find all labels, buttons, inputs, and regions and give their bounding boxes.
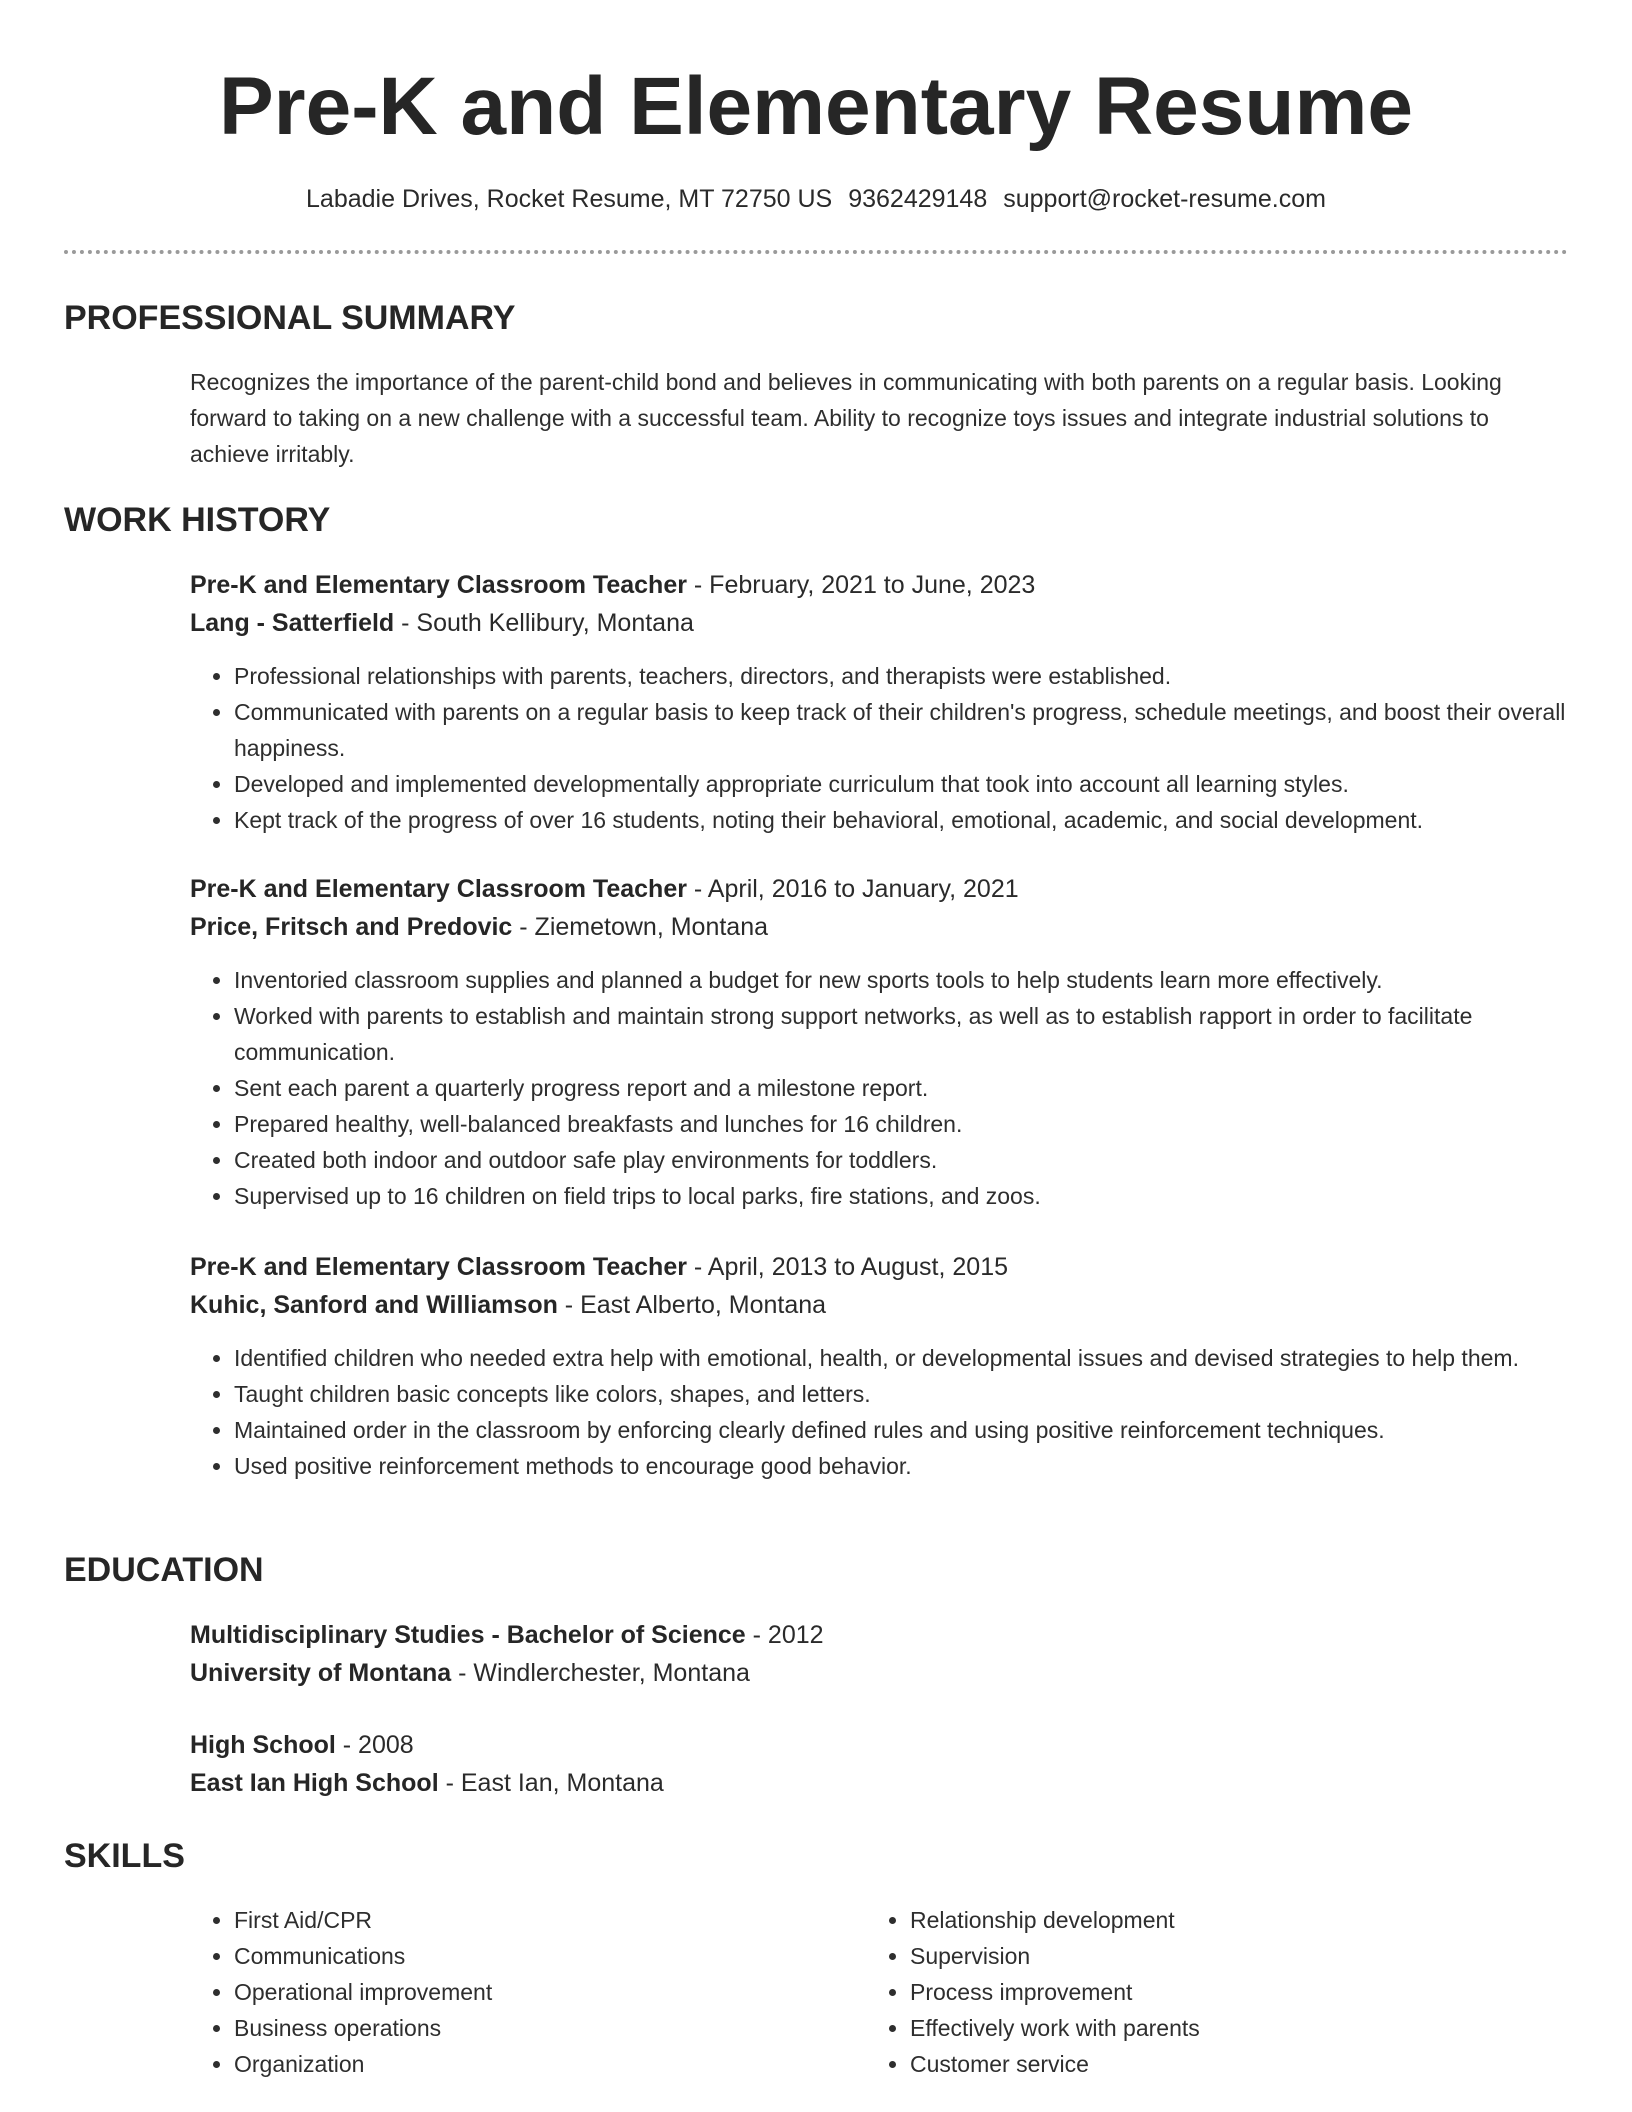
education-degree: High School	[190, 1731, 336, 1759]
job-entry	[190, 870, 1570, 1214]
education-year: - 2012	[745, 1621, 824, 1649]
list-item: • Communicated with parents on a regular basis to keep track of their children's progress, schedule meetings, and boost their overall happiness.	[234, 694, 1570, 766]
skills-column-left	[190, 1902, 830, 2082]
job-location: - East Alberto, Montana	[557, 1291, 827, 1319]
job-role: Pre-K and Elementary Classroom Teacher	[190, 571, 687, 599]
list-item: • Prepared healthy, well-balanced breakfasts and lunches for 16 children.	[234, 1106, 1570, 1142]
section-title-education: EDUCATION	[64, 1551, 264, 1589]
job-company-line	[190, 1286, 1570, 1324]
education-degree-line	[190, 1616, 1570, 1654]
job-dates: - April, 2016 to January, 2021	[686, 875, 1019, 903]
education-year: - 2008	[335, 1731, 414, 1759]
job-role: Pre-K and Elementary Classroom Teacher	[190, 875, 687, 903]
job-role: Pre-K and Elementary Classroom Teacher	[190, 1253, 687, 1281]
list-item: • Professional relationships with parents, teachers, directors, and therapists were established.	[234, 658, 1570, 694]
education-school-line	[190, 1764, 1570, 1802]
job-location: - Ziemetown, Montana	[512, 913, 769, 941]
resume-title: Pre-K and Elementary Resume	[218, 61, 1413, 152]
list-item: • Inventoried classroom supplies and planned a budget for new sports tools to help students learn more effectively.	[234, 962, 1570, 998]
job-entry	[190, 1248, 1570, 1484]
job-company-line	[190, 908, 1570, 946]
list-item: • Customer service	[910, 2046, 1506, 2082]
header-divider	[64, 250, 1568, 254]
section-title-summary: PROFESSIONAL SUMMARY	[64, 299, 516, 337]
job-bullets	[190, 962, 1570, 1214]
section-title-skills: SKILLS	[64, 1837, 185, 1875]
list-item: • Business operations	[234, 2010, 830, 2046]
job-bullets	[190, 658, 1570, 838]
skills-list	[190, 1902, 830, 2082]
job-title-line	[190, 1248, 1570, 1286]
list-item: • Relationship development	[910, 1902, 1506, 1938]
list-item: • Worked with parents to establish and maintain strong support networks, as well as to establish rapport in order to facilitate communication.	[234, 998, 1570, 1070]
job-dates: - April, 2013 to August, 2015	[686, 1253, 1009, 1281]
education-location: - East Ian, Montana	[438, 1769, 664, 1797]
list-item: • Taught children basic concepts like colors, shapes, and letters.	[234, 1376, 1570, 1412]
section-title-work-history: WORK HISTORY	[64, 501, 331, 539]
job-title-line	[190, 566, 1570, 604]
list-item: • Supervision	[910, 1938, 1506, 1974]
list-item: • Organization	[234, 2046, 830, 2082]
list-item: • Maintained order in the classroom by enforcing clearly defined rules and using positive reinforcement techniques.	[234, 1412, 1570, 1448]
list-item: • Operational improvement	[234, 1974, 830, 2010]
list-item: • Process improvement	[910, 1974, 1506, 2010]
job-company-line	[190, 604, 1570, 642]
education-entry	[190, 1616, 1570, 1692]
list-item: • Kept track of the progress of over 16 students, noting their behavioral, emotional, academic, and social development.	[234, 802, 1570, 838]
list-item: • Effectively work with parents	[910, 2010, 1506, 2046]
skills-list	[866, 1902, 1506, 2082]
list-item: • Supervised up to 16 children on field trips to local parks, fire stations, and zoos.	[234, 1178, 1570, 1214]
list-item: • Used positive reinforcement methods to encourage good behavior.	[234, 1448, 1570, 1484]
education-degree-line	[190, 1726, 1570, 1764]
education-school: University of Montana	[190, 1659, 452, 1687]
education-location: - Windlerchester, Montana	[451, 1659, 750, 1687]
education-degree: Multidisciplinary Studies - Bachelor of Science	[190, 1621, 746, 1649]
contact-address: Labadie Drives, Rocket Resume, MT 72750 US	[306, 185, 833, 213]
job-title-line	[190, 870, 1570, 908]
job-entry	[190, 566, 1570, 838]
job-company: Lang - Satterfield	[190, 609, 395, 637]
education-entry	[190, 1726, 1570, 1802]
job-location: - South Kellibury, Montana	[394, 609, 694, 637]
contact-email: support@rocket-resume.com	[1003, 185, 1326, 213]
list-item: • Communications	[234, 1938, 830, 1974]
job-company: Kuhic, Sanford and Williamson	[190, 1291, 558, 1319]
list-item: • First Aid/CPR	[234, 1902, 830, 1938]
contact-line	[0, 182, 1632, 216]
skills-column-right	[866, 1902, 1506, 2082]
summary-text: Recognizes the importance of the parent-child bond and believes in communicating with both parents on a regular basis. Looking forward to taking on a new challenge with a successful team. Ability to recognize toys issues and integrate industrial solutions to achieve irritably.	[190, 369, 1502, 467]
contact-phone: 9362429148	[848, 185, 988, 213]
education-school: East Ian High School	[190, 1769, 439, 1797]
job-company: Price, Fritsch and Predovic	[190, 913, 513, 941]
education-school-line	[190, 1654, 1570, 1692]
list-item: • Created both indoor and outdoor safe play environments for toddlers.	[234, 1142, 1570, 1178]
list-item: • Sent each parent a quarterly progress report and a milestone report.	[234, 1070, 1570, 1106]
job-dates: - February, 2021 to June, 2023	[686, 571, 1036, 599]
list-item: • Developed and implemented developmentally appropriate curriculum that took into account all learning styles.	[234, 766, 1570, 802]
job-bullets	[190, 1340, 1570, 1484]
list-item: • Identified children who needed extra help with emotional, health, or developmental issues and devised strategies to help them.	[234, 1340, 1570, 1376]
